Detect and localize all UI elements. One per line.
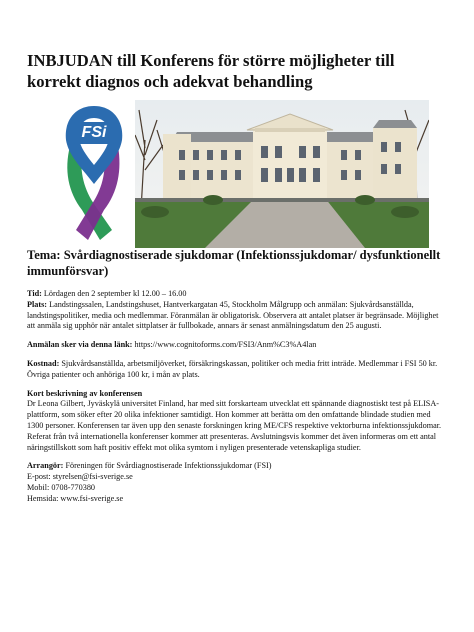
organizer-label: Arrangör: [27, 461, 64, 471]
organizer-paragraph [27, 461, 447, 504]
description-heading: Kort beskrivning av konferensen [27, 388, 143, 398]
details-paragraph [27, 289, 447, 332]
time-label: Tid: [27, 289, 42, 298]
content-body [27, 248, 447, 505]
organizer-web[interactable]: Hemsida: www.fsi-sverige.se [27, 493, 124, 503]
description-paragraph [27, 389, 447, 454]
page-title: INBJUDAN till Konferens för större möjligheter till korrekt diagnos och adekvat behandling [27, 51, 395, 91]
theme-heading: Tema: Svårdiagnostiserade sjukdomar (Infektionssjukdomar/ dysfunktionellt immunförsvar) [27, 248, 441, 278]
building-photo [135, 100, 429, 248]
registration-paragraph [27, 340, 447, 351]
place-label: Plats: [27, 299, 48, 309]
registration-label: Anmälan sker via denna länk: [27, 340, 133, 350]
organizer-text: Föreningen för Svårdiagnostiserade Infektionssjukdomar (FSI) [63, 461, 272, 471]
cost-paragraph [27, 359, 447, 381]
cost-text: Sjukvårdsanställda, arbetsmiljöverket, försäkringskassan, politiker och media fritt inträde. Medlemmar i FSI 50 kr. Övriga patienter och anhöriga 100 kr, i mån av plats. [27, 358, 438, 379]
organizer-phone: Mobil: 0708-770380 [27, 482, 96, 492]
fsi-logo [56, 100, 132, 248]
description-text: Dr Leona Gilbert, Jyväskylä universitet Finland, har med sitt forskarteam utvecklat ett spännande diagnostiskt test på ELISA-plattform, som söker efter 20 olika infektioner samtidigt. Hon kommer att berätta om den omfattande blindade studien med 1300 personer. Konferensen tar även upp den senaste forskningen kring ME/CFS respektive vektorburna infektionssjukdomar. Referat från två internationella konferenser kommer att presenteras. Avslutningsvis kommer det även informeras om ett antal näringstillskott som haft positiv effekt mot olika symtom i nyligen presenterade vetenskapliga studier. [27, 399, 442, 452]
place-text: Landstingssalen, Landstingshuset, Hantverkargatan 45, Stockholm Målgrupp och anmälan: Sjukvårdsanställda, landstingspolitiker, media och medlemmar. Föranmälan är obligatorisk. Observera att antalet platser är begränsade. Möjlighet att anmäla sig upphör när antalet sittplatser är fullbokade, annars är senast anmälningsdatum den 25 augusti. [27, 299, 439, 331]
registration-link[interactable]: https://www.cognitoforms.com/FSI3/Anm%C3%A4lan [132, 340, 317, 350]
cost-label: Kostnad: [27, 358, 60, 368]
organizer-email[interactable]: E-post: styrelsen@fsi-sverige.se [27, 472, 133, 482]
logo-text: FSi [81, 124, 107, 141]
time-text: Lördagen den 2 september kl 12.00 – 16.00 [41, 289, 187, 298]
